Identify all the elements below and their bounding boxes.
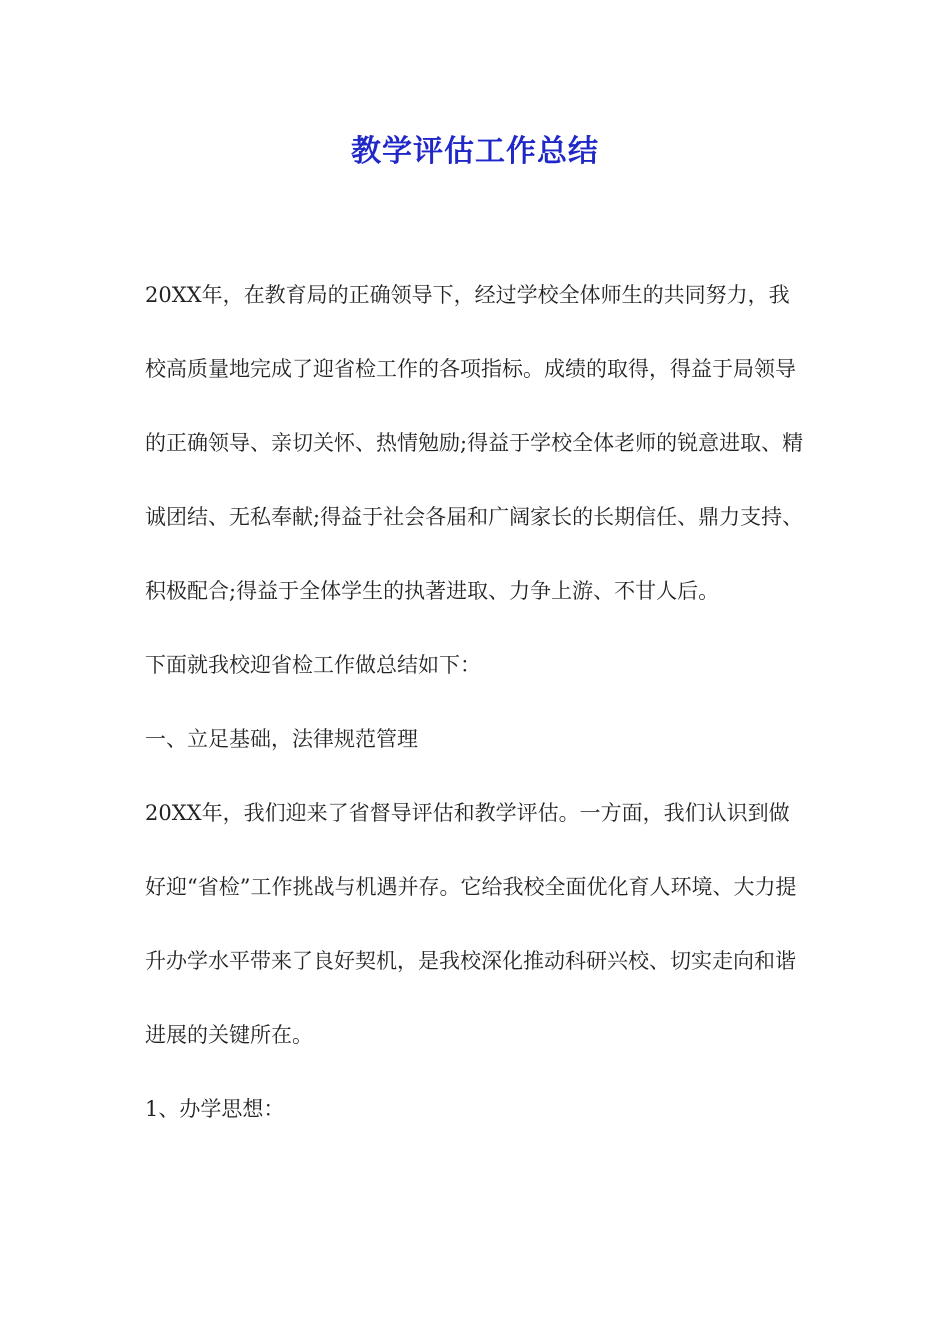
document-title: 教学评估工作总结: [351, 134, 599, 169]
paragraph-intro: 20XX年，在教育局的正确领导下，经过学校全体师生的共同努力，我校高质量地完成了迎省检工作的各项指标。成绩的取得，得益于局领导的正确领导、亲切关怀、热情勉励;得益于学校全体老师的锐意进取、精诚团结、无私奉献;得益于社会各届和广阔家长的长期信任、鼎力支持、积极配合;得益于全体学生的执著进取、力争上游、不甘人后。: [145, 283, 804, 603]
paragraph-summary-lead: 下面就我校迎省检工作做总结如下：: [145, 653, 481, 677]
paragraph-section-1: 20XX年，我们迎来了省督导评估和教学评估。一方面，我们认识到做好迎“省检”工作挑战与机遇并存。它给我校全面优化育人环境、大力提升办学水平带来了良好契机，是我校深化推动科研兴校、切实走向和谐进展的关键所在。: [145, 801, 797, 1047]
document-body: [145, 258, 810, 1146]
subsection-heading-1: 1、办学思想：: [145, 1097, 285, 1121]
section-heading-1: 一、立足基础，法律规范管理: [145, 727, 418, 751]
